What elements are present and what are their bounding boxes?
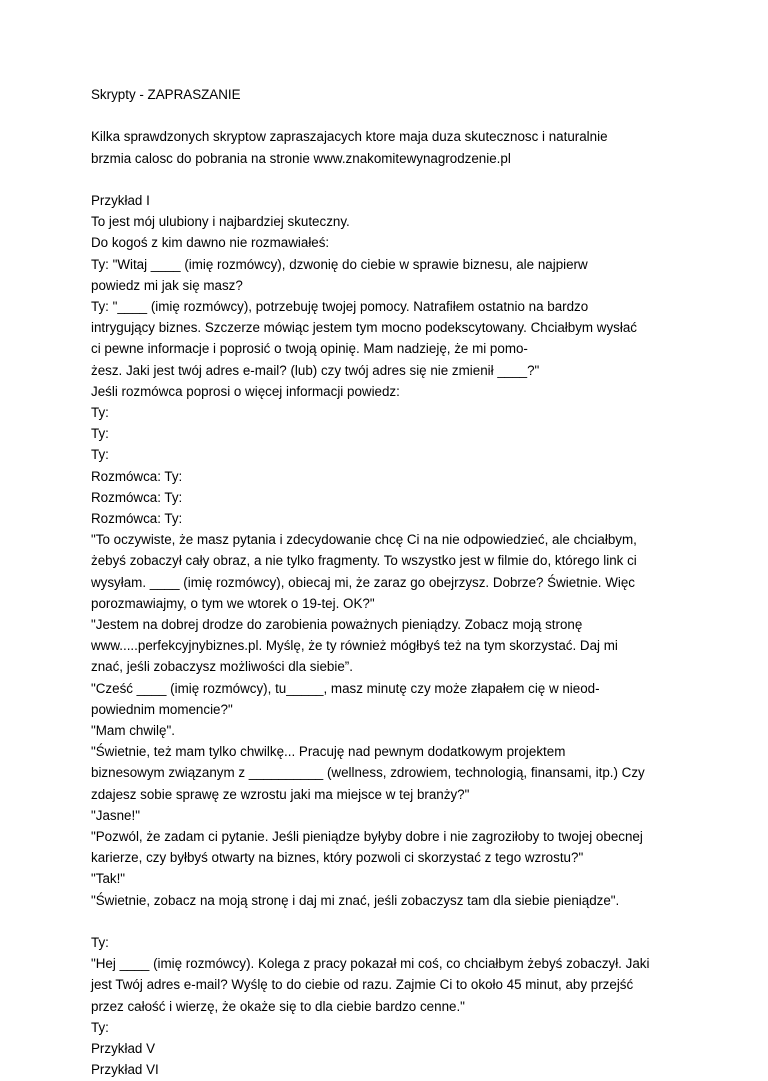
text-line: "Świetnie, zobacz na moją stronę i daj mi znać, jeśli zobaczysz tam dla siebie pieniądze".: [91, 892, 620, 908]
text-line: powiednim momencie?": [91, 701, 233, 717]
example-heading: Przykład VI: [91, 1062, 159, 1078]
text-line: Rozmówca: Ty:: [91, 468, 183, 484]
text-line: żesz. Jaki jest twój adres e-mail? (lub) czy twój adres się nie zmienił ____?": [91, 362, 540, 378]
text-line: "To oczywiste, że masz pytania i zdecydowanie chcę Ci na nie odpowiedzieć, ale chciałbym,: [91, 532, 637, 548]
text-line: "Cześć ____ (imię rozmówcy), tu_____, masz minutę czy może złapałem cię w nieod-: [91, 680, 600, 696]
document-page: [91, 84, 691, 1081]
paragraph-spacer: [91, 169, 691, 190]
examples-section: [91, 190, 691, 911]
paragraph-spacer: [91, 105, 691, 126]
text-line: www.....perfekcyjnybiznes.pl. Myślę, że ty również mógłbyś też na tym skorzystać. Daj mi: [91, 638, 618, 654]
text-line: intrygujący biznes. Szczerze mówiąc jestem tym mocno podekscytowany. Chciałbym wysłać: [91, 320, 637, 336]
text-line: żebyś zobaczył cały obraz, a nie tylko fragmenty. To wszystko jest w filmie do, którego link ci: [91, 553, 637, 569]
closing-section: [91, 932, 691, 1080]
intro-paragraph: [91, 126, 691, 168]
paragraph-spacer: [91, 911, 691, 932]
text-line: Ty:: [91, 426, 109, 442]
text-line: Ty:: [91, 405, 109, 421]
text-line: ci pewne informacje i poprosić o twoją opinię. Mam nadzieję, że mi pomo-: [91, 341, 528, 357]
text-line: jest Twój adres e-mail? Wyślę to do ciebie od razu. Zajmie Ci to około 45 minut, aby przejść: [91, 977, 634, 993]
document-title: Skrypty - ZAPRASZANIE: [91, 87, 241, 102]
text-line: biznesowym związanym z __________ (wellness, zdrowiem, technologią, finansami, itp.) Czy: [91, 765, 645, 781]
text-line: "Jasne!": [91, 807, 140, 823]
text-line: Jeśli rozmówca poprosi o więcej informacji powiedz:: [91, 383, 400, 399]
text-line: "Mam chwilę".: [91, 723, 175, 739]
text-line: "Tak!": [91, 871, 126, 887]
text-line: Ty:: [91, 935, 109, 951]
text-line: "Hej ____ (imię rozmówcy). Kolega z pracy pokazał mi coś, co chciałbym żebyś zobaczył. Jaki: [91, 956, 650, 972]
text-line: przez całość i wierzę, że okaże się to dla ciebie bardzo cenne.": [91, 998, 465, 1014]
text-line: wysyłam. ____ (imię rozmówcy), obiecaj mi, że zaraz go obejrzysz. Dobrze? Świetnie. Więc: [91, 574, 635, 590]
text-line: Rozmówca: Ty:: [91, 511, 183, 527]
example-heading: Przykład V: [91, 1041, 155, 1057]
text-line: powiedz mi jak się masz?: [91, 277, 243, 293]
text-line: "Świetnie, też mam tylko chwilkę... Pracuję nad pewnym dodatkowym projektem: [91, 744, 566, 760]
text-line: "Pozwól, że zadam ci pytanie. Jeśli pieniądze byłyby dobre i nie zagroziłoby to twojej obecnej: [91, 829, 643, 845]
text-line: Ty:: [91, 1019, 109, 1035]
example-heading: Przykład I: [91, 192, 150, 208]
text-line: "Jestem na dobrej drodze do zarobienia poważnych pieniądzy. Zobacz moją stronę: [91, 617, 583, 633]
text-line: Rozmówca: Ty:: [91, 489, 183, 505]
text-line: porozmawiajmy, o tym we wtorek o 19-tej. OK?": [91, 595, 375, 611]
text-line: Ty: "____ (imię rozmówcy), potrzebuję twojej pomocy. Natrafiłem ostatnio na bardzo: [91, 299, 589, 314]
text-line: Kilka sprawdzonych skryptow zapraszajacych ktore maja duza skutecznosc i naturalnie: [91, 129, 608, 145]
text-line: karierze, czy byłbyś otwarty na biznes, który pozwoli ci skorzystać z tego wzrostu?": [91, 850, 584, 866]
text-line: zdajesz sobie sprawę ze wzrostu jaki ma miejsce w tej branży?": [91, 786, 470, 802]
text-line: Ty:: [91, 447, 109, 463]
text-line: brzmia calosc do pobrania na stronie www.znakomitewynagrodzenie.pl: [91, 150, 511, 166]
text-line: Ty: "Witaj ____ (imię rozmówcy), dzwonię do ciebie w sprawie biznesu, ale najpierw: [91, 256, 588, 272]
text-line: znać, jeśli zobaczysz możliwości dla siebie”.: [91, 659, 353, 675]
text-line: Do kogoś z kim dawno nie rozmawiałeś:: [91, 235, 330, 251]
text-line: To jest mój ulubiony i najbardziej skuteczny.: [91, 214, 350, 230]
